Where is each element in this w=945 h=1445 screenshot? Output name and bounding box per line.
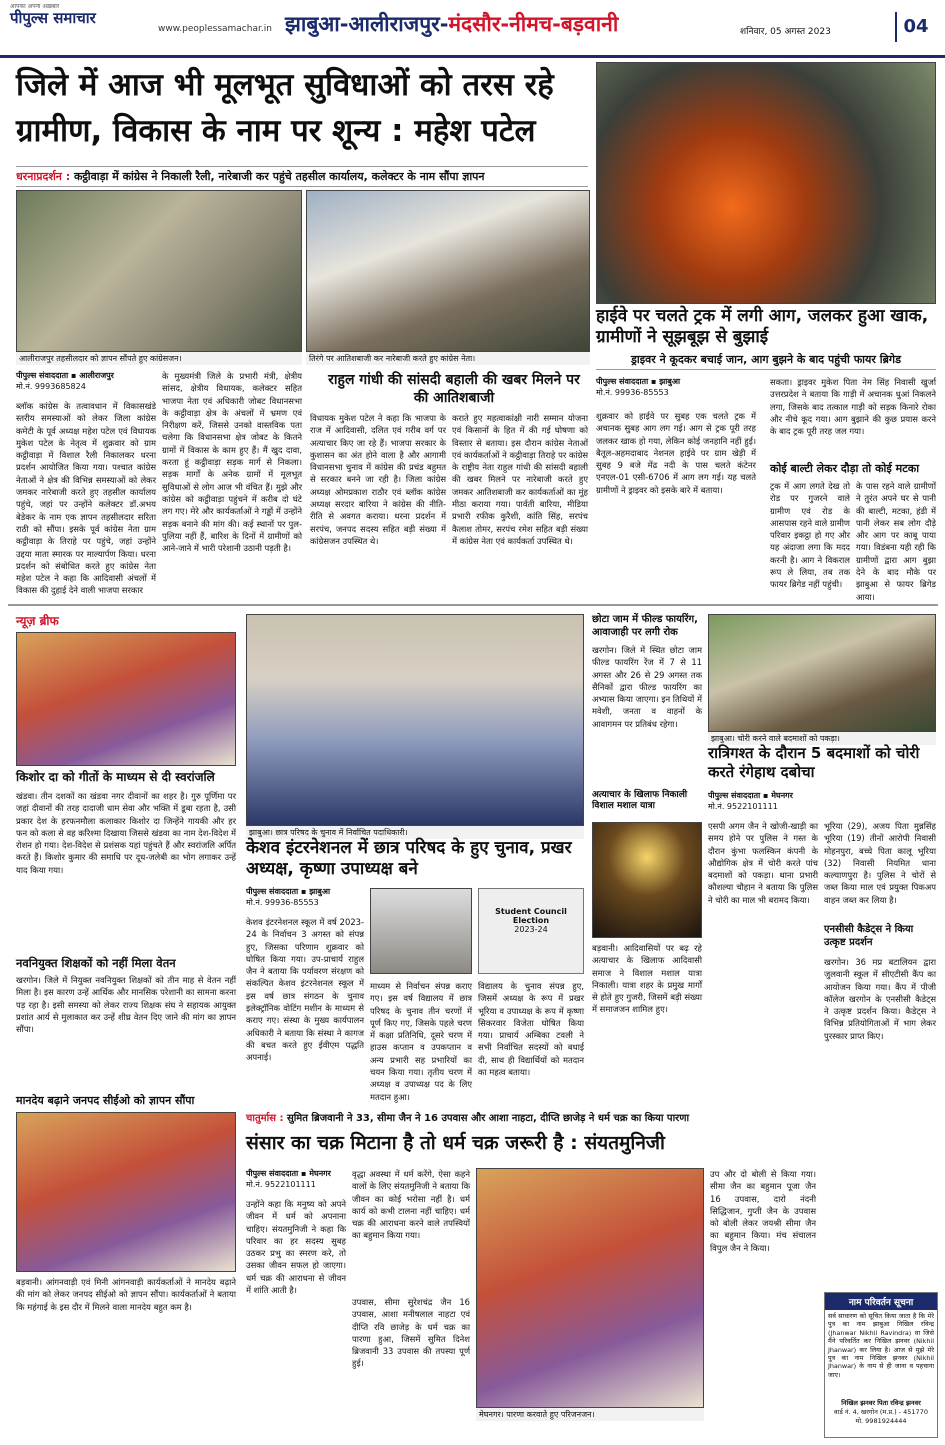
school-byline-name: पीपुल्स संवाददाता: [246, 887, 299, 896]
truck-byline-name: पीपुल्स संवाददाता: [596, 377, 649, 386]
truck-deck: ड्राइवर ने कूदकर बचाई जान, आग बुझने के बाद पहुंची फायर ब्रिगेड: [596, 352, 936, 370]
lead-byline-mobile: मो.नं. 9993685824: [16, 382, 86, 391]
lead-subhead: राहुल गांधी की सांसदी बहाली की खबर मिलने पर की आतिशबाजी: [328, 372, 580, 406]
newspaper-logo: पीपुल्स समाचार: [10, 9, 96, 27]
edition-date: शनिवार, 05 अगस्त 2023: [740, 27, 831, 37]
truck-byline: पीपुल्स संवाददाता ▪ झाबुआ मो.नं. 99936-85553: [596, 376, 756, 398]
firing-body: खरगोन। जिले में स्थित छोटा जाम फील्ड फायरिंग रेंज में 7 से 11 अगस्त और 26 से 29 अगस्त तक सैनिकों द्वारा फील्ड फायरिंग का अभ्यास किया जाएगा। इन तिथियों में मवेशी, जनता व वाहनों के आवागमन पर प्रतिबंध रहेगा।: [592, 645, 702, 729]
truck-column-2: सकता। ड्राइवर मुकेश पिता नेम सिंह निवासी खुर्जा उत्तरप्रदेश ने बताया कि गाड़ी में अचानक धुआं निकलने लगा, जिसके बाद तत्काल गाड़ी को सड़क किनारे रोका और नीचे कूद गया। आग बुझाने की कुछ प्रयास करने के बाद ट्रक पूरी तरह जल गया।: [770, 377, 936, 437]
ballot-year: 2023-24: [514, 925, 548, 934]
school-byline-mobile: मो.नं. 99936-85553: [246, 898, 319, 907]
theft-byline-place: मेघनगर: [771, 791, 793, 800]
theft-arrest-photo: [708, 614, 936, 732]
lead-column-4: कराते हुए महत्वाकांक्षी नारी सम्मान योजना एवं किसानों के हित में की गई घोषणा को विस्तार से बताया। इस दौरान कांग्रेस नेताओं एवं कार्यकर्ताओं ने कट्ठीवाड़ा तिराहे पर कांग्रेस के राष्ट्रीय नेता राहुल गांधी की सांसदी बहाली की खबर मिलने पर नारेबाजी करते हुए जमकर आतिशबाजी कर कार्यकर्ताओं का मुंह मीठा कराया गया। पार्वती बारिया, मीडिया प्रभारी रफीक कुरैशी, कांति सिंह, सरपंच कैलाश तोमर, सरपंच रमेश सहित बड़ी संख्या में कांग्रेस नेता एवं कार्यकर्ता उपस्थित थे।: [452, 413, 588, 546]
website-link[interactable]: www.peoplessamachar.in: [158, 24, 272, 34]
chaturmas-byline: पीपुल्स संवाददाता ▪ मेघनगर मो.नं. 9522101111: [246, 1168, 346, 1190]
school-byline: पीपुल्स संवाददाता ▪ झाबुआ मो.नं. 99936-85553: [246, 886, 364, 908]
truck-column-4: के पास रहने वाले ग्रामीणों ने तुरंत अपने घर से पानी की बाल्टी, मटका, हंडी में पानी लेकर सब लोग दौड़े और आग पर काबू पाया गया। विडंबना यही रही कि ग्रामीणों द्वारा आग बुझा देने के बाद मौके पर झाबुआ से फायर ब्रिगेड आया।: [856, 481, 936, 602]
name-change-notice: [824, 1292, 938, 1438]
theft-headline: रात्रिगश्त के दौरान 5 बदमाशों को चोरी करते रंगेहाथ दबोचा: [708, 744, 920, 781]
lead-byline: पीपुल्स संवाददाता ▪ आलीराजपुर मो.नं. 9993685824: [16, 370, 156, 392]
kishore-body: खंडवा। तीन दशकों का खंडवा नगर दीवानों का शहर है। गुरु पूर्णिमा पर जहां दीवानों की तरह दादाजी धाम सेवा और भक्ति में डूबा रहता है, उसी प्रकार देश के हरफनमौला कलाकार किशोर दा जिन्हेंने गायकी और हर फन को कला से वह करिश्मा दिखाया जिससे खंडवा का नाम देश-विदेश में रोशन हो गया। देश-विदेश से प्रशंसक यहां पहुंचते हैं और स्वरांजलि अर्पित करते हैं। किशोर कुमार की समाधि पर दूध-जलेबी का भोग लगाकर उन्हें याद किया गया।: [16, 791, 236, 875]
page-number: 04: [895, 12, 935, 42]
students-council-photo: [246, 614, 584, 826]
parana-caption: मेघनगर। पारणा करवाते हुए परिजनजन।: [476, 1408, 704, 1421]
school-column-2: माध्यम से निर्वाचन संपन्न कराए गए। इस वर्ष विद्यालय में छात्र परिषद के चुनाव तीन चरणों में पूर्ण किए गए, जिसके पहले चरण में कक्षा प्रतिनिधि, दूसरे चरण में हाउस कप्तान व उपकप्तान व अन्य प्रभारी सह प्रभारियों का चयन किया गया। तृतीय चरण में अध्यक्ष व उपाध्यक्ष पद के लिए मतदान हुआ।: [370, 981, 472, 1102]
notice-address: वार्ड नं. 4, खरगोन (म.प्र.) - 451770: [834, 1408, 928, 1416]
lead-byline-place: आलीराजपुर: [79, 371, 114, 380]
theft-column-1: एसपी अगम जैन ने खोजी-खाड़ी का समय होने पर पुलिस ने गस्त के दौरान कुंभा फलस्किन कंपनी के औद्योगिक क्षेत्र में चोरी करते पांच बदमाशों को पकड़ा। थाना प्रभारी कौशल्या चौहान ने बताया कि पुलिस ने चोरी का माल भी बरामद किया।: [708, 821, 818, 905]
truck-column-3: ट्रक में आग लगते देख तो रोड पर गुजरने वाले ग्रामीण एवं रोड के आसपास रहने वाले ग्रामीण परिवार इकट्ठा हो गए और यह अंदाजा लगा कि मदद करनी है। आग ने विकराल रूप ले लिया, तब तक फायर ब्रिगेड नहीं पहुंची।: [770, 481, 850, 590]
chaturmas-column-1: उन्होंने कहा कि मनुष्य को अपने जीवन में धर्म को अपनाना चाहिए। संयतमुनिजी ने कहा कि परिवार का हर सदस्य सुबह उठकर प्रभु का स्मरण करे, तो उसका जीवन सफल हो जाएगा। धर्म चक्र की आराधना से जीवन में शांति आती है।: [246, 1199, 346, 1296]
school-column-1: केशव इंटरनेशनल स्कूल में वर्ष 2023-24 के निर्वाचन 3 अगस्त को संपन्न हुए, जिसका परिणाम शुक्रवार को घोषित किया गया। उप-प्राचार्य राहुल जैन ने बताया कि पर्यावरण संरक्षण को संकल्पित केशव इंटरनेशनल स्कूल में इस वर्ष छात्र संगठन के चुनाव इलेक्ट्रॉनिक वोटिंग मशीन के माध्यम से कराए गए। संस्था के मुख्य कार्यपालन अधिकारी ने बताया कि संस्था ने कागज की बचत करते हुए ईवीएम पद्धति अपनाई।: [246, 917, 364, 1063]
notice-body: सर्व साधारण को सूचित किया जाता है कि मेरे पुत्र का नाम झाबुआ निखिल रविन्द्र (Jhanwar Nikhil Ravindra) था जिसे मैंने परिवर्तित कर निखिल झनवर (Nikhil Jhanwar) कर लिया है। आज से मुझे मेरे पुत्र का नाम निखिल झनवर (Nikhil Jhanwar) के नाम से ही जाना व पहचाना जाए।: [828, 1312, 934, 1379]
chaturmas-column-3: उपवास, सीमा सुरेशचंद्र जैन 16 उपवास, आशा मनीषलाल नाहटा एवं दीप्ति रवि छाजेड़ के धर्म चक्र का पारणा हुआ, जिसमें सुमित दिनेश ब्रिजवानी 33 उपवास की तपस्या पूर्ण हुई।: [352, 1297, 470, 1369]
teachers-headline: नवनियुक्त शिक्षकों को नहीं मिला वेतन: [16, 956, 176, 970]
truck-headline: हाईवे पर चलते ट्रक में लगी आग, जलकर हुआ खाक, ग्रामीणों ने सूझबूझ से बुझाई: [596, 306, 929, 348]
notice-phone: मो. 9981924444: [855, 1417, 907, 1425]
ballot-box-photo: [478, 888, 584, 974]
region-title-black: झाबुआ-आलीराजपुर-: [285, 12, 449, 36]
lead-byline-name: पीपुल्स संवाददाता: [16, 371, 69, 380]
evm-voting-photo: [370, 888, 472, 974]
students-caption: झाबुआ। छात्र परिषद के चुनाव में निर्वाचित पदाधिकारी।: [246, 826, 584, 839]
fireworks-caption: तिरंगे पर आतिशबाजी कर नारेबाजी करते हुए कांग्रेस नेता।: [306, 352, 590, 365]
truck-subhead: कोई बाल्टी लेकर दौड़ा तो कोई मटका: [770, 462, 920, 475]
chaturmas-column-4: उप और दो बोली से किया गया। सीमा जैन का बहुमान पूजा जैन 16 उपवास, दारो नंदनी सिद्धिजान, गुप्ती जैन के उपवास को बोली लेकर जयश्री सीमा जैन का बहुमान किया। मंच संचालन विपुल जैन ने किया।: [710, 1169, 816, 1253]
teachers-body: खरगोन। जिले में नियुक्त नवनियुक्त शिक्षकों को तीन माह से वेतन नहीं मिला है। इस कारण उन्हें आर्थिक और मानसिक परेशानी का सामना करना पड़ रहा है। इसी समस्या को लेकर राज्य शिक्षक संघ ने सहायक आयुक्त प्रशांत आर्य से मुलाकात कर उन्हें शीघ्र वेतन दिए जाने की मांग का ज्ञापन सौंपा।: [16, 975, 236, 1035]
ballot-title: Student Council Election: [495, 907, 567, 925]
region-title-red: मंदसौर-नीमच-बड़वानी: [448, 12, 619, 36]
rally-memorandum-photo: [16, 190, 302, 352]
chaturmas-column-2: वृद्धा अवस्था में धर्म करेंगे, ऐसा कहने वालों के लिए संयतमुनिजी ने बताया कि जीवन का कोई भरोसा नहीं है। धर्म कार्य को कभी टालना नहीं चाहिए। धर्म चक्र की आराधना करने वाले तपस्वियों का बहुमान किया गया।: [352, 1169, 470, 1241]
masthead: [0, 0, 945, 58]
torch-rally-photo: [592, 822, 702, 938]
notice-title: नाम परिवर्तन सूचना: [825, 1293, 937, 1310]
section-divider: [8, 604, 938, 606]
lead-column-2: के मुख्यमंत्री जिले के प्रभारी मंत्री, क्षेत्रीय सांसद, क्षेत्रीय विधायक, कलेक्टर सहित भाजपा नेता एवं अधिकारी जोबट विधानसभा के कट्ठीवाड़ा क्षेत्र के अंचलों में भ्रमण एवं निरीक्षण करें, जिससे उनको वास्तविक पता चलेगा कि विधानसभा क्षेत्र जोबट के कितने ग्रामों में विकास के काम हुए हैं। मैं खुद दावा, करता हूं कट्ठीवाड़ा सड़क मार्ग से निकला। सड़क मार्गों के अनेक ग्रामों में मूलभूत सुविधाओं से लोग आज भी वंचित हैं। मुझे और कांग्रेस को कट्ठीवाड़ा पहुंचने में करीब दो घंटे लग गए। मेरे और कार्यकर्ताओं ने गड्ढों में उन्होंने सड़क बनाने की मांग की। कई स्थानों पर पुल-पुलिया नहीं हैं, बारिश के दिनों में ग्रामीणों को आने-जाने में भारी परेशानी उठानी पड़ती है।: [162, 371, 302, 554]
lead-column-1: ब्लॉक कांग्रेस के तत्वावधान में विकासखंडे स्तरीय समस्याओं को लेकर जिला कांग्रेस कमेटी के पूर्व अध्यक्ष महेश पटेल एवं विधायक मुकेश पटेल के नेतृत्व में शुक्रवार को ग्राम कट्ठीवाड़ा में विशाल रैली निकालकर धरना प्रदर्शन आयोजित किया गया। पश्चात कांग्रेस नेताओं ने क्षेत्र की विभिन्न समस्याओं को लेकर जमकर नारेबाजी करते हुए तहसील कार्यालय पहुंचे, जहां पर उन्होंने कलेक्टर डॉ.अभय बेडेकर के नाम एक ज्ञापन तहसीलदार सरिता राठी को सौंपा। इसके पूर्व कांग्रेस नेता ग्राम कट्ठीवाड़ा के तिराहे पर पहुंचे, जहां उन्होंने उद्दया माता स्मारक पर माल्यार्पण किया। धरना प्रदर्शन को संबोधित करते हुए कांग्रेस नेता महेश पटेल ने कहा कि आदिवासी अंचलों में विकास की दुहाई देने वाली भाजपा सरकार: [16, 401, 156, 596]
theft-byline-mobile: मो.नं. 9522101111: [708, 802, 778, 811]
manav-body: बड़वानी। आंगनवाड़ी एवं मिनी आंगनवाड़ी कार्यकर्ताओं ने मानदेय बढ़ाने की मांग को लेकर जनपद सीईओ को ज्ञापन सौंपा। कार्यकर्ताओं ने बताया कि महंगाई के इस दौर में मिलने वाला मानदेय बहुत कम है।: [16, 1277, 236, 1312]
theft-column-2: भूरिया (29), अजय पिता मुन्नसिंह भूरिया (19) तीनों आरोपी निवासी मोहनपुरा, बच्चे पिता कालू भूरिया (32) निवासी नियमित धाना कल्याणपुरा है। पुलिस ने चोरों से जब्त किया माल एवं प्रयुक्त पिकअप वाहन जब्त कर लिया है।: [824, 821, 936, 905]
logo-tagline: आपका अपना अख़बार: [10, 3, 60, 10]
lead-deck-tag: धरनाप्रदर्शन :: [16, 170, 71, 183]
kishore-tribute-photo: [16, 632, 236, 766]
burning-truck-photo: [596, 62, 936, 304]
lead-column-3: विधायक मुकेश पटेल ने कहा कि भाजपा के राज में आदिवासी, दलित एवं गरीब वर्ग पर अत्याचार किए जा रहे हैं। भाजपा सरकार के कुशासन का अंत होने वाला है और आगामी विधानसभा चुनाव में कांग्रेस की प्रचंड बहुमत से सरकार बनने जा रही है। जिला कांग्रेस अध्यक्ष ओमप्रकाश राठौर एवं ब्लॉक कांग्रेस अध्यक्ष सरदार बारिया ने कांग्रेस की नीति-रीति से अवगत कराया। धरना प्रदर्शन में सरपंच, जनपद सदस्य सहित बड़ी संख्या में कांग्रेसजन उपस्थित थे।: [310, 413, 446, 546]
theft-byline-name: पीपुल्स संवाददाता: [708, 791, 761, 800]
manav-headline: मानदेय बढ़ाने जनपद सीईओ को ज्ञापन सौंपा: [16, 1094, 195, 1107]
ncc-body: खरगोन। 36 मप्र बटालियन द्वारा जुलवानी स्कूल में सीएटीसी कैंप का आयोजन किया गया। कैंप में पीजी कॉलेज खरगोन के एनसीसी कैडेट्स ने उत्कृष्ट प्रदर्शन किया। कैडेट्स ने विभिन्न प्रतियोगिताओं में भाग लेकर पुरस्कार प्राप्त किए।: [824, 957, 936, 1041]
kishore-headline: किशोर दा को गीतों के माध्यम से दी स्वरांजलि: [16, 770, 215, 784]
school-column-3: विद्यालय के चुनाव संपन्न हुए, जिसमें अध्यक्ष के रूप में प्रखर भूरिया व उपाध्यक्ष के रूप में कृष्णा सिकरवार विजेता घोषित किया गया। प्राचार्य अम्बिका टवली ने सभी निर्वाचित सदस्यों को बधाई दी, साथ ही विद्यार्थियों को मतदान का महत्व बताया।: [478, 981, 584, 1078]
chaturmas-tag: चातुर्मास :: [246, 1113, 284, 1124]
region-title: [285, 10, 618, 38]
parana-photo: [476, 1168, 704, 1408]
firing-headline: छोटा जाम में फील्ड फायरिंग, आवाजाही पर लगी रोक: [592, 614, 698, 638]
ncc-headline: एनसीसी कैडेट्स ने किया उत्कृष्ट प्रदर्शन: [824, 924, 914, 948]
lead-deck: [16, 166, 588, 187]
lead-headline: जिले में आज भी मूलभूत सुविधाओं को तरस रहे ग्रामीण, विकास के नाम पर शून्य : महेश पटेल: [16, 67, 554, 149]
chaturmas-byline-mobile: मो.नं. 9522101111: [246, 1180, 316, 1189]
chaturmas-headline: संसार का चक्र मिटाना है तो धर्म चक्र जरूरी है : संयतमुनिजी: [246, 1132, 665, 1154]
lead-deck-text: कट्ठीवाड़ा में कांग्रेस ने निकाली रैली, नारेबाजी कर पहुंचे तहसील कार्यालय, कलेक्टर के नाम सौंपा ज्ञापन: [73, 170, 485, 183]
rally-memorandum-caption: आलीराजपुर तहसीलदार को ज्ञापन सौंपते हुए कांग्रेसजन।: [16, 352, 302, 365]
news-brief-label: न्यूज़ ब्रीफ: [16, 614, 59, 628]
school-headline: केशव इंटरनेशनल में छात्र परिषद के हुए चुनाव, प्रखर अध्यक्ष, कृष्णा उपाध्यक्ष बने: [246, 838, 572, 880]
chaturmas-deck: [246, 1110, 810, 1124]
rally-headline: अत्याचार के खिलाफ निकाली विशाल मशाल यात्रा: [592, 790, 688, 812]
anganwadi-photo: [16, 1112, 236, 1272]
fireworks-photo: [306, 190, 590, 352]
chaturmas-byline-name: पीपुल्स संवाददाता: [246, 1169, 299, 1178]
chaturmas-deck-text: सुमित ब्रिजवानी ने 33, सीमा जैन ने 16 उपवास और आशा नाहटा, दीप्ति छाजेड़ ने धर्म चक्र का किया पारणा: [286, 1113, 690, 1124]
theft-caption: झाबुआ। चोरी करने वाले बदमाशों को पकड़ा।: [708, 732, 936, 745]
chaturmas-byline-place: मेघनगर: [309, 1169, 331, 1178]
notice-signer: निखिल झनवर पिता रविन्द्र झनवर: [841, 1399, 921, 1407]
school-byline-place: झाबुआ: [309, 887, 331, 896]
truck-byline-mobile: मो.नं. 99936-85553: [596, 388, 669, 397]
theft-byline: पीपुल्स संवाददाता ▪ मेघनगर मो.नं. 9522101111: [708, 790, 818, 812]
truck-column-1: शुक्रवार को हाईवे पर सुबह एक चलते ट्रक में अचानक सुबह आग लग गई। आग से ट्रक पूरी तरह जलकर खाक हो गया, लेकिन कोई जनहानि नहीं हुई। बैतूल-अहमदाबाद नेशनल हाईवे पर ग्राम खेड़ी में सुबह 9 बजे मेंढ नदी के पास चलते कंटेनर एनएल-01 एसी-6706 में आग लग गई। यह चलते ग्रामीणों ने ड्राइवर को इसके बारे में बताया।: [596, 411, 756, 495]
rally-body: बड़वानी। आदिवासियों पर बढ़ रहे अत्याचार के खिलाफ आदिवासी समाज ने विशाल मशाल यात्रा निकाली। यात्रा शहर के प्रमुख मार्गों से होते हुए गुजरी, जिसमें बड़ी संख्या में समाजजन शामिल हुए।: [592, 943, 702, 1015]
truck-byline-place: झाबुआ: [659, 377, 681, 386]
